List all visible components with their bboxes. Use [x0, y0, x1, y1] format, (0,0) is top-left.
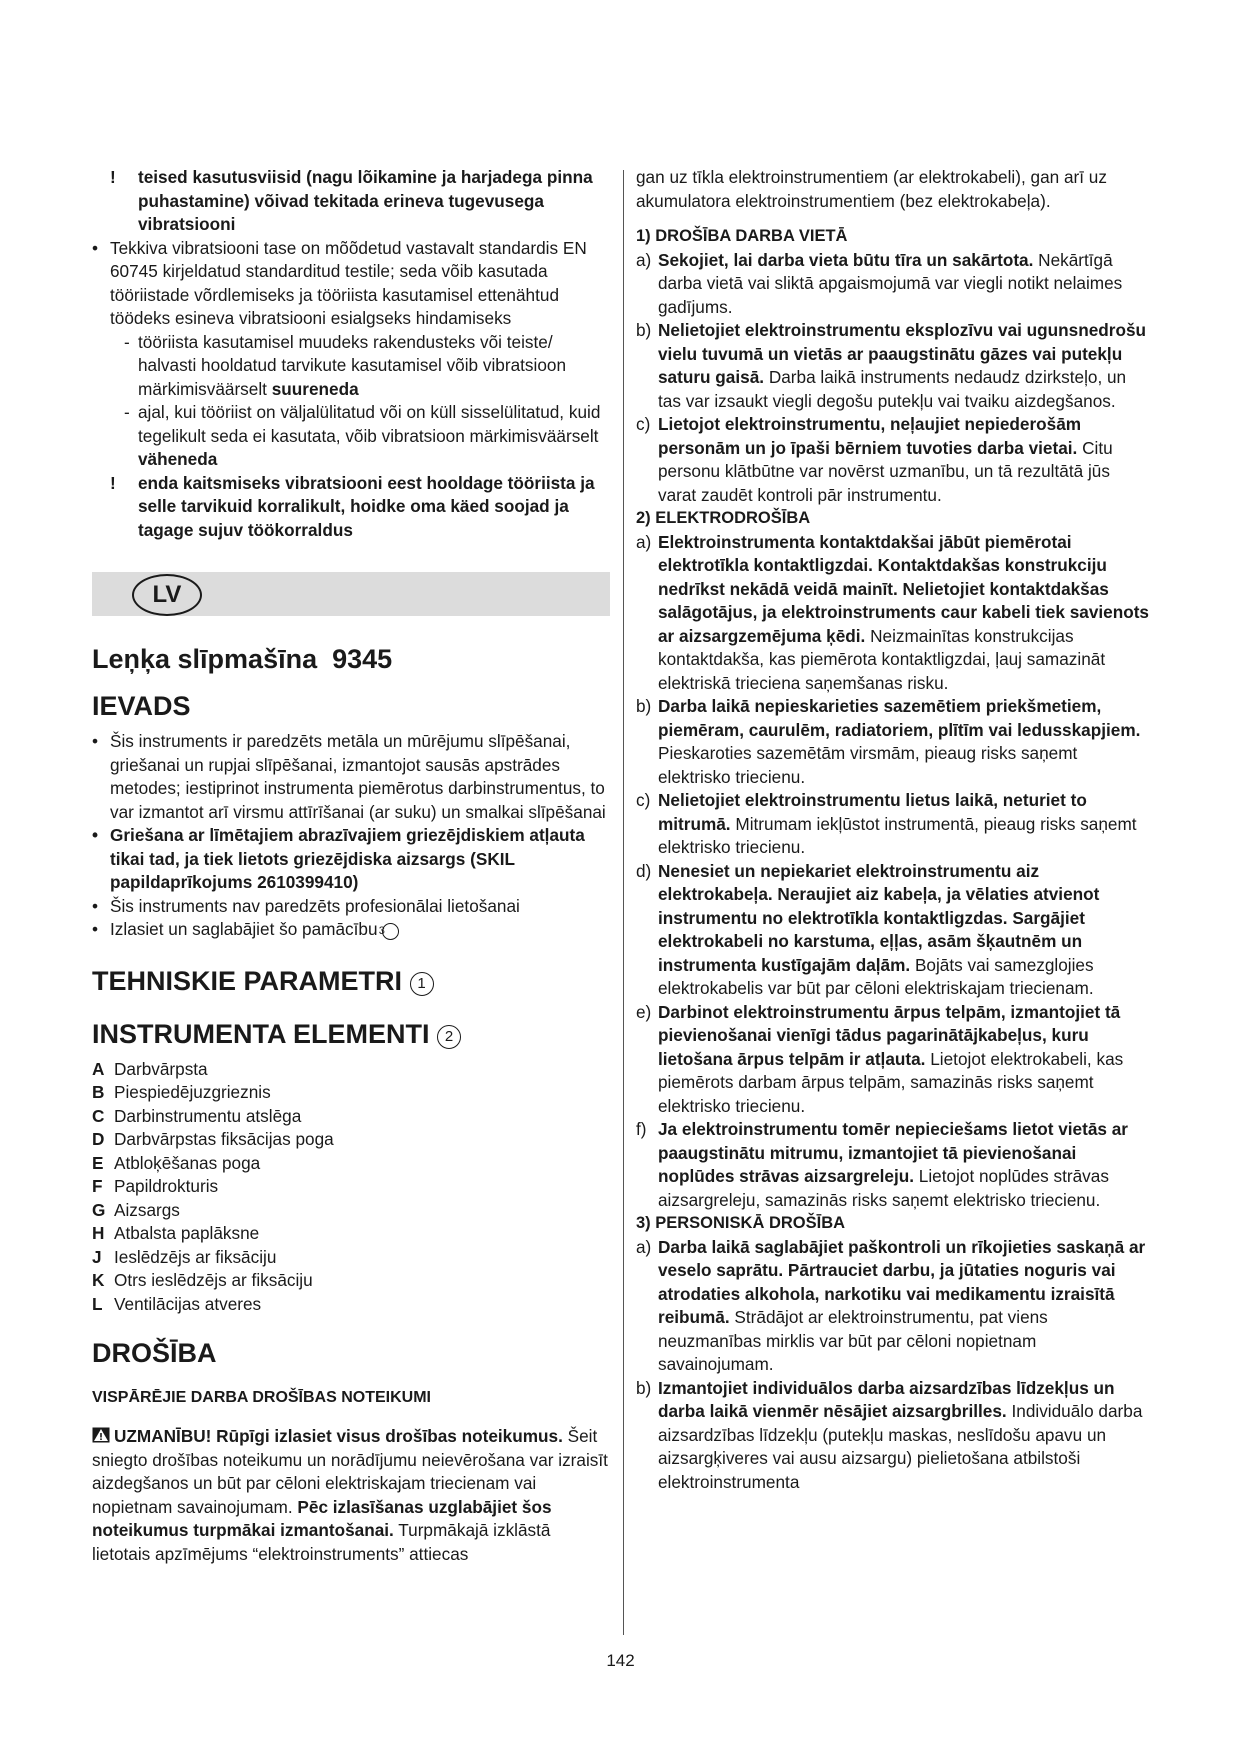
- section-3-heading: 3) PERSONISKĀ DROŠĪBA: [636, 1214, 846, 1232]
- figure-ref-2: 2: [437, 1025, 461, 1049]
- rule-1a: a) Sekojiet, lai darba vieta būtu tīra un sakārtota. Nekārtīgā darba vietā vai sliktā apgaismojumā var viegli notikt nelaimes gadījums.: [636, 249, 1123, 317]
- warning-triangle-icon: [92, 1427, 110, 1443]
- page-number: 142: [606, 1651, 635, 1670]
- component-item: E Atbloķēšanas poga: [92, 1152, 261, 1173]
- tech-heading: TEHNISKIE PARAMETRI 1: [92, 966, 610, 997]
- component-item: A Darbvārpsta: [92, 1058, 208, 1079]
- et-exclamation-1: ! teised kasutusviisid (nagu lõikamine ja harjadega pinna puhastamine) võivad tekitada erineva tugevusega vibratsiooni: [110, 167, 593, 234]
- language-badge: LV: [132, 574, 202, 616]
- component-item: L Ventilācijas atveres: [92, 1293, 262, 1314]
- component-item: K Otrs ieslēdzējs ar fiksāciju: [92, 1270, 313, 1290]
- column-divider: [623, 170, 624, 1635]
- intro-bullet-4: • Izlasiet un saglabājiet šo pamācību 3: [92, 918, 610, 942]
- safety-heading: DROŠĪBA: [92, 1338, 217, 1368]
- right-column: [636, 166, 1150, 1494]
- rule-2b: b) Darba laikā nepieskarieties sazemētiem priekšmetiem, piemēram, caurulēm, radiatoriem, plītīm vai ledusskapjiem. Pieskaroties sazemētām virsmām, pieaug risks saņemt elektrisko triecienu.: [636, 696, 1141, 787]
- et-sub-1: - tööriista kasutamisel muudeks rakendusteks või teiste/ halvasti hooldatud tarvikute kasutamisel võib vibratsioon märkimisväärselt suureneda: [124, 331, 567, 399]
- intro-bullet-1: • Šis instruments ir paredzēts metāla un mūrējumu slīpēšanai, griešanai un rupjai slīpēšanai, izmantojot sausās apstrādes metodes; iestiprinot instrumenta piemērotus darbinstrumentus, to var izmantot arī virsmu attīrīšanai (ar suku) un smalkai slīpēšanai: [92, 731, 606, 822]
- figure-ref-1: 1: [410, 972, 434, 996]
- rule-3b: b) Izmantojiet individuālos darba aizsardzības līdzekļus un darba laikā vienmēr nēsājiet aizsargbrilles. Individuālo darba aizsardzības līdzekļu (putekļu maskas, neslīdošu apavu un aizsargķiveres vai ausu aizsargu) pielietošana atbilstoši elektroinstrumenta: [636, 1377, 1143, 1492]
- rule-3a: a) Darba laikā saglabājiet paškontroli un rīkojieties saskaņā ar veselo saprātu. Pārtrauciet darbu, ja jūtaties noguris vai atrodaties alkohola, narkotiku vai medikamentu izraisītā reibumā. Strādājot ar elektroinstrumentu, pat viens neuzmanības mirklis var būt par cēloni nopietnam savainojumam.: [636, 1236, 1146, 1374]
- rule-2e: e) Darbinot elektroinstrumentu ārpus telpām, izmantojiet tā pievienošanai vienīgi tādus pagarinātājkabeļus, kuru lietošana ārpus telpām ir atļauta. Lietojot elektrokabeli, kas piemērots darbam ārpus telpām, samazinās risks saņemt elektrisko triecienu.: [636, 1001, 1124, 1116]
- rule-2a: a) Elektroinstrumenta kontaktdakšai jābūt piemērotai elektrotīkla kontaktligzdai. Kontaktdakšas konstrukciju nedrīkst nekādā veidā mainīt. Nelietojiet kontaktdakšas salāgotājus, ja elektroinstruments caur kabeli tiek savienots ar aizsargzemējuma ķēdi. Neizmainītas konstrukcijas kontaktdakša, kas piemērota kontaktligzdai, ļauj samazināt elektriskā trieciena saņemšanas risku.: [636, 531, 1149, 693]
- language-band: [92, 572, 610, 616]
- rule-1c: c) Lietojot elektroinstrumentu, neļaujiet nepiederošām personām un jo īpaši bērniem tuvoties darba vietai. Citu personu klātbūtne var novērst uzmanību, un tā rezultātā jūs varat zaudēt kontroli pār instrumentu.: [636, 414, 1113, 505]
- et-bullet: • Tekkiva vibratsiooni tase on mõõdetud vastavalt standardis EN 60745 kirjeldatud standarditud testile; seda võib kasutada tööriistade võrdlemiseks ja tööriista kasutamisel ettenähtud töödeks esineva vibratsiooni esialgseks hindamiseks: [92, 237, 587, 328]
- component-item: D Darbvārpstas fiksācijas poga: [92, 1129, 334, 1149]
- component-item: C Darbinstrumentu atslēga: [92, 1105, 302, 1126]
- intro-bullet-2: • Griešana ar līmētajiem abrazīvajiem griezējdiskiem atļauta tikai tad, ja tiek lietots griezējdiska aizsargs (SKIL papildaprīkojums 2610399410): [92, 825, 585, 892]
- rule-2f: f) Ja elektroinstrumentu tomēr nepieciešams lietot vietās ar paaugstinātu mitrumu, izmantojiet tā pievienošanai noplūdes strāvas aizsargreleju. Lietojot noplūdes strāvas aizsargreleju, samazinās risks saņemt elektrisko triecienu.: [636, 1119, 1128, 1210]
- components-list: [92, 1058, 610, 1317]
- et-sub-2: - ajal, kui tööriist on väljalülitatud või on küll sisselülitatud, kuid tegelikult seda ei kasutata, võib vibratsioon märkimisväärselt väheneda: [124, 402, 601, 469]
- elements-heading: INSTRUMENTA ELEMENTI 2: [92, 1019, 610, 1050]
- component-item: G Aizsargs: [92, 1199, 180, 1220]
- rule-1b: b) Nelietojiet elektroinstrumentu eksplozīvu vai ugunsnedrošu vielu tuvumā un vietās ar paaugstinātu gāzes vai putekļu saturu gaisā. Darba laikā instruments nedaudz dzirksteļo, un tas var izsaukt viegli degošu putekļu vai tvaiku aizdegšanos.: [636, 320, 1147, 411]
- rule-2c: c) Nelietojiet elektroinstrumentu lietus laikā, neturiet to mitrumā. Mitrumam iekļūstot instrumentā, pieaug risks saņemt elektrisko triecienu.: [636, 790, 1137, 857]
- component-item: B Piespiedējuzgrieznis: [92, 1082, 271, 1102]
- component-item: F Papildrokturis: [92, 1176, 219, 1196]
- section-1-heading: 1) DROŠĪBA DARBA VIETĀ: [636, 227, 848, 245]
- general-rules-heading: VISPĀRĒJIE DARBA DROŠĪBAS NOTEIKUMI: [92, 1389, 431, 1406]
- intro-heading: IEVADS: [92, 691, 191, 721]
- et-exclamation-2: ! enda kaitsmiseks vibratsiooni eest hooldage tööriista ja selle tarvikuid korralikult, hoidke oma käed soojad ja tagage sujuv töökorraldus: [110, 472, 595, 540]
- component-item: H Atbalsta paplāksne: [92, 1223, 260, 1243]
- figure-ref-3: 3: [382, 923, 399, 940]
- warning-paragraph: UZMANĪBU! Rūpīgi izlasiet visus drošības noteikumus. Šeit sniegto drošības noteikumu un norādījumu neievērošana var izraisīt aizdegšanos un būt par cēloni elektriskajam triecienam vai nopietnam savainojumam. Pēc izlasīšanas uzglabājiet šos noteikumus turpmākai izmantošanai. Turpmākajā izklāstā lietotais apzīmējums “elektroinstruments” attiecas: [92, 1426, 608, 1564]
- rule-2d: d) Nenesiet un nepiekariet elektroinstrumentu aiz elektrokabeļa. Neraujiet aiz kabeļa, ja vēlaties atvienot instrumentu no elektrotīkla kontaktligzdas. Sargājiet elektrokabeli no karstuma, eļļas, asām šķautnēm un instrumenta kustīgajām daļām. Bojāts vai samezglojies elektrokabelis var būt par cēloni elektriskajam triecienam.: [636, 860, 1100, 998]
- component-item: J Ieslēdzējs ar fiksāciju: [92, 1246, 277, 1267]
- section-2-heading: 2) ELEKTRODROŠĪBA: [636, 509, 811, 527]
- left-column: [92, 166, 610, 1566]
- continuation-text: gan uz tīkla elektroinstrumentiem (ar elektrokabeli), gan arī uz akumulatora elektroinstrumentiem (bez elektrokabeļa).: [636, 167, 1107, 211]
- page-title: Leņķa slīpmašīna 9345: [92, 644, 393, 674]
- intro-bullet-3: • Šis instruments nav paredzēts profesionālai lietošanai: [92, 895, 520, 916]
